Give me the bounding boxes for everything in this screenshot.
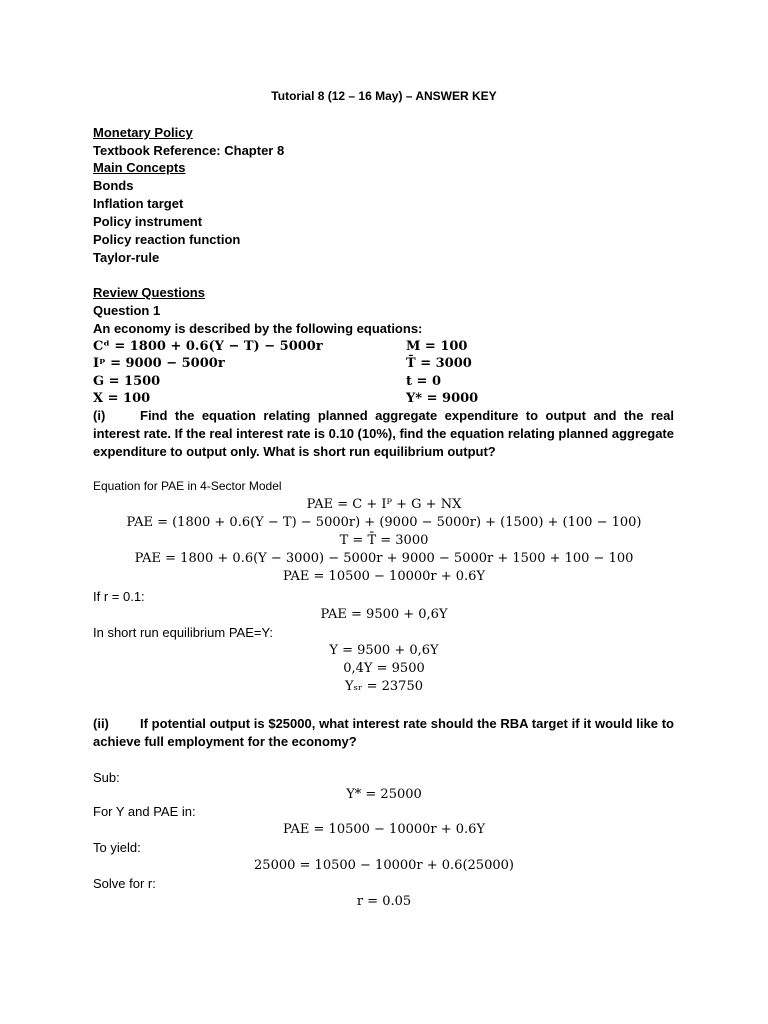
pae-equation-1: PAE = C + Iᴾ + G + NX [306,497,462,512]
part-ii-question: If potential output is $25000, what interest rate should the RBA target if it would like to achieve full employment for the economy? [93,716,674,749]
equilibrium-equation-2: 0,4Y = 9500 [343,661,425,676]
short-run-label: In short run equilibrium PAE=Y: [93,625,274,640]
pae-equation-2: PAE = (1800 + 0.6(Y − T) − 5000r) + (9000 − 5000r) + (1500) + (100 − 100) [126,515,642,530]
equation-potential-output: Y* = 9000 [406,391,479,406]
topic-heading: Monetary Policy [93,125,193,140]
equation-imports: M = 100 [406,339,468,354]
concept-item: Policy instrument [93,214,203,229]
equation-exports: X = 100 [93,391,151,406]
pae-equation-3: T = T̄ = 3000 [339,533,429,548]
textbook-reference: Textbook Reference: Chapter 8 [93,143,285,158]
pae-equation-5: PAE = 10500 − 10000r + 0.6Y [282,569,486,584]
part-ii-label: (ii) [93,716,109,731]
pae-substitution-equation: PAE = 10500 − 10000r + 0.6Y [282,822,486,837]
if-r-label: If r = 0.1: [93,589,145,604]
interest-rate-result: r = 0.05 [356,894,412,909]
yield-label: To yield: [93,840,141,855]
pae-equation-4: PAE = 1800 + 0.6(Y − 3000) − 5000r + 9000 − 5000r + 1500 + 100 − 100 [134,551,634,566]
question-label: Question 1 [93,303,161,318]
equation-investment: Iᵖ = 9000 − 5000r [93,356,225,371]
equation-tax-rate: t = 0 [406,374,441,389]
sub-label: Sub: [93,770,120,785]
equation-government: G = 1500 [93,374,161,389]
page-title: Tutorial 8 (12 – 16 May) – ANSWER KEY [271,89,497,103]
pae-equation-6: PAE = 9500 + 0,6Y [320,607,448,622]
question-intro: An economy is described by the following equations: [93,321,423,336]
concept-item: Bonds [93,178,134,193]
concept-item: Taylor-rule [93,250,160,265]
solve-label: Solve for r: [93,876,156,891]
potential-equation: Y* = 25000 [346,787,422,802]
concepts-heading: Main Concepts [93,160,186,175]
part-i-label: (i) [93,408,106,423]
equation-taxes: T̄ = 3000 [406,356,472,371]
equation-consumption: Cᵈ = 1800 + 0.6(Y − T) − 5000r [93,339,323,354]
review-heading: Review Questions [93,285,205,300]
concept-item: Policy reaction function [93,232,241,247]
yield-equation: 25000 = 10500 − 10000r + 0.6(25000) [254,858,514,873]
equilibrium-result: Yₛᵣ = 23750 [345,679,423,694]
pae-subheading: Equation for PAE in 4-Sector Model [93,479,282,493]
equilibrium-equation-1: Y = 9500 + 0,6Y [329,643,439,658]
for-label: For Y and PAE in: [93,804,196,819]
concept-item: Inflation target [93,196,184,211]
part-i-question: Find the equation relating planned aggregate expenditure to output and the real interest rate. If the real interest rate is 0.10 (10%), find the equation relating planned aggregate expenditure to output only. What is short run equilibrium output? [93,408,674,459]
